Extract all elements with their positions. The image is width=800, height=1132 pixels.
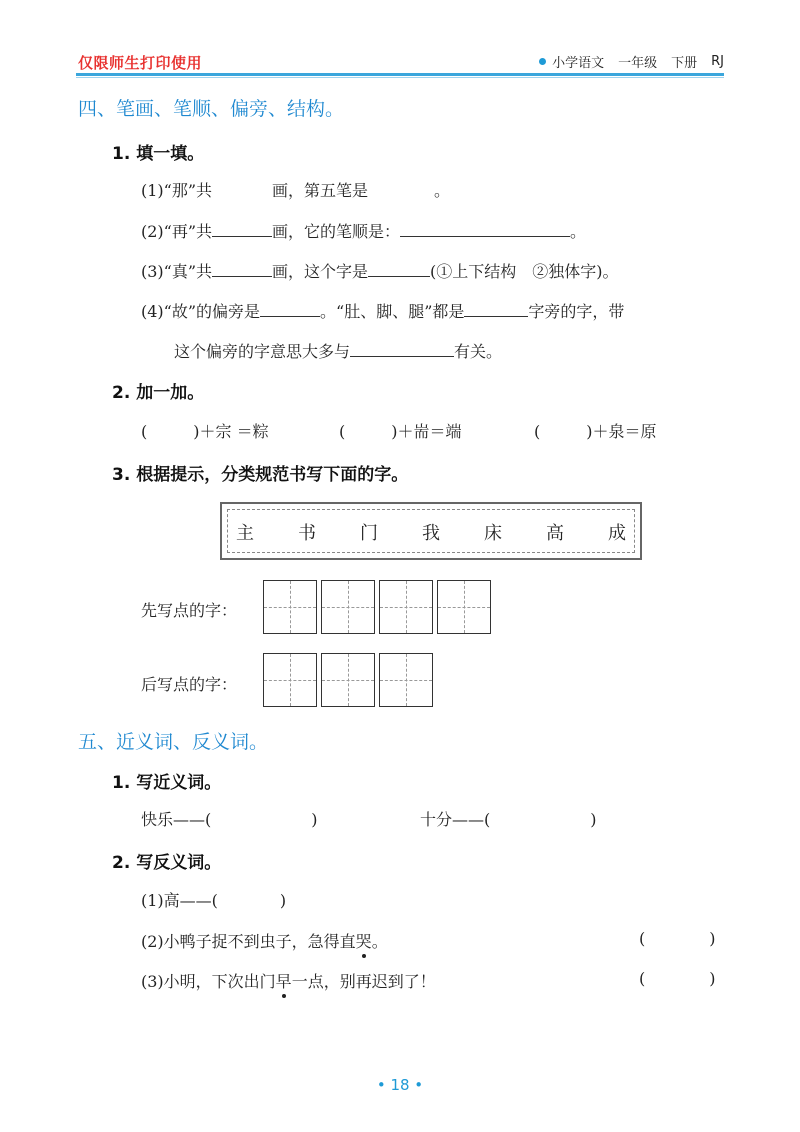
bullet-icon — [539, 58, 546, 65]
answer-blank[interactable] — [368, 258, 430, 277]
paren-open: ( — [141, 422, 148, 441]
antonym-item-1 — [141, 888, 286, 911]
q1-item3 — [141, 258, 619, 282]
paren-open: ( — [534, 422, 541, 441]
q1-item4-text-b: 。“肚、脚、腿”都是 — [320, 302, 465, 321]
character-list — [232, 519, 630, 545]
character: 我 — [422, 523, 440, 544]
answer-blank[interactable] — [212, 258, 272, 277]
q1-item2-text-a: (2)“再”共 — [141, 222, 213, 241]
q2-item-2 — [339, 419, 462, 442]
paren-open: ( — [339, 422, 346, 441]
print-notice: 仅限师生打印使用 — [78, 54, 203, 72]
s5-q2-title: 2. 写反义词。 — [112, 853, 222, 873]
q2-item-3-text: )＋泉＝原 — [586, 422, 657, 441]
q2-item-1-text: )＋宗 ＝粽 — [193, 422, 269, 441]
section4-title: 四、笔画、笔顺、偏旁、结构。 — [78, 98, 345, 120]
q1-item1 — [141, 178, 450, 201]
q1-item4-text-c: 字旁的字，带 — [528, 302, 625, 321]
antonym-item-3-answer — [639, 969, 716, 988]
synonym-word-2: 十分——( — [420, 810, 491, 829]
writing-cell[interactable] — [379, 580, 433, 634]
antonym-item-1-text: (1)高——( — [141, 891, 218, 910]
character: 书 — [298, 523, 316, 544]
writing-cell[interactable] — [321, 653, 375, 707]
q2-item-1 — [141, 419, 269, 442]
q1-item4-cont-text-b: 有关。 — [454, 342, 503, 361]
q1-item2-text-c: 。 — [570, 222, 587, 241]
paren-open: ( — [639, 929, 646, 948]
answer-blank[interactable] — [260, 298, 320, 317]
paren-close: ) — [709, 969, 716, 988]
s5-q1-title: 1. 写近义词。 — [112, 773, 222, 793]
q1-item1-text-b: 画，第五笔是 — [272, 181, 369, 200]
q1-item4 — [141, 298, 624, 322]
answer-blank[interactable] — [212, 218, 272, 237]
row1-label: 先写点的字： — [141, 601, 238, 620]
q1-item3-text-c: (①上下结构 ②独体字)。 — [430, 262, 619, 281]
character: 高 — [546, 523, 564, 544]
writing-cell[interactable] — [379, 653, 433, 707]
writing-cell[interactable] — [263, 653, 317, 707]
paren-open: ( — [639, 969, 646, 988]
q2-item-3 — [534, 419, 657, 442]
q1-item4-text-a: (4)“故”的偏旁是 — [141, 302, 261, 321]
q1-item3-text-b: 画，这个字是 — [272, 262, 369, 281]
antonym-item-2-pre: (2)小鸭子捉不到虫子，急得直 — [141, 932, 356, 951]
synonym-pair-2 — [420, 807, 597, 830]
paren-close: ) — [709, 929, 716, 948]
edition-label: RJ — [711, 54, 724, 69]
q1-title: 1. 填一填。 — [112, 144, 205, 164]
book-info — [539, 52, 724, 71]
q1-item3-text-a: (3)“真”共 — [141, 262, 213, 281]
antonym-item-2-answer — [639, 929, 716, 948]
q1-item2-text-b: 画，它的笔顺是： — [272, 222, 401, 241]
emphasized-char: 早 — [276, 969, 292, 992]
antonym-item-2 — [141, 929, 388, 952]
character: 门 — [360, 523, 378, 544]
writing-grid-row2 — [263, 653, 437, 707]
answer-blank[interactable] — [400, 218, 570, 237]
paren-close: ) — [311, 810, 318, 829]
section5-title: 五、近义词、反义词。 — [78, 731, 269, 753]
answer-blank[interactable] — [464, 298, 528, 317]
subject-label: 小学语文 — [552, 56, 605, 71]
grade-label: 一年级 — [618, 56, 658, 71]
page-number: • 18 • — [376, 1076, 424, 1094]
emphasized-char: 哭 — [356, 929, 372, 952]
writing-cell[interactable] — [321, 580, 375, 634]
writing-cell[interactable] — [437, 580, 491, 634]
character: 成 — [608, 523, 626, 544]
q2-title: 2. 加一加。 — [112, 383, 205, 403]
character: 床 — [484, 523, 502, 544]
synonym-pair-1 — [141, 807, 318, 830]
row2-label: 后写点的字： — [141, 675, 238, 694]
antonym-item-2-post: 。 — [371, 932, 388, 951]
q3-title: 3. 根据提示，分类规范书写下面的字。 — [112, 465, 409, 485]
antonym-item-3-post: 一点，别再迟到了！ — [291, 972, 436, 991]
synonym-word-1: 快乐——( — [141, 810, 212, 829]
answer-blank[interactable] — [350, 338, 454, 357]
antonym-item-3-pre: (3)小明，下次出门 — [141, 972, 276, 991]
q1-item4-cont — [174, 338, 502, 362]
q1-item2 — [141, 218, 586, 242]
writing-cell[interactable] — [263, 580, 317, 634]
paren-close: ) — [279, 891, 287, 910]
q1-item4-cont-text-a: 这个偏旁的字意思大多与 — [174, 342, 351, 361]
q1-item1-text-a: (1)“那”共 — [141, 181, 213, 200]
answer-blank[interactable] — [368, 178, 434, 196]
header-divider — [76, 73, 724, 76]
q1-item1-text-c: 。 — [434, 181, 451, 200]
answer-blank[interactable] — [212, 178, 272, 196]
header-divider-thin — [76, 77, 724, 78]
character-box — [220, 502, 642, 560]
antonym-item-3 — [141, 969, 436, 992]
q2-item-2-text: )＋耑＝端 — [391, 422, 462, 441]
writing-grid-row1 — [263, 580, 495, 634]
character: 主 — [236, 523, 254, 544]
term-label: 下册 — [671, 56, 698, 71]
paren-close: ) — [590, 810, 597, 829]
